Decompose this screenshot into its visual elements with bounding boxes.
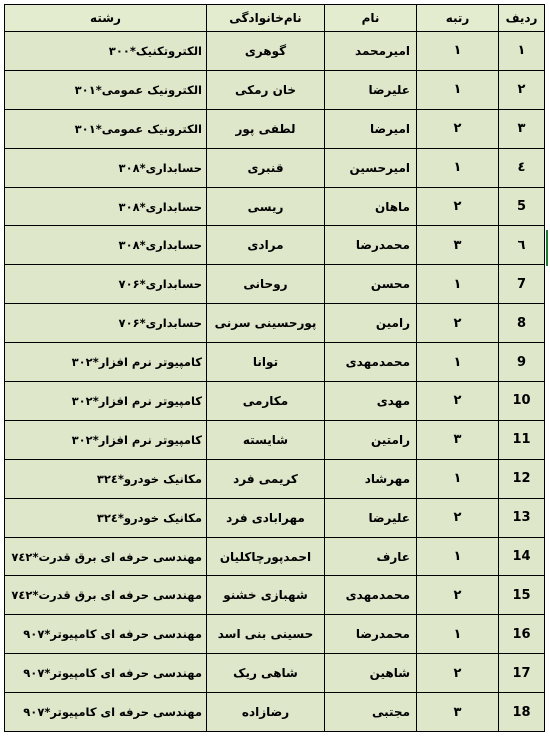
cell-index[interactable]: 18 (499, 693, 545, 732)
cell-index[interactable]: 7 (499, 265, 545, 304)
cell-index[interactable]: ٦ (499, 226, 545, 265)
cell-first-name[interactable]: امیرضا (325, 109, 417, 148)
table-row (5, 693, 545, 732)
cell-index[interactable]: ۳ (499, 109, 545, 148)
cell-last-name[interactable]: پورحسینی سرنی (207, 304, 325, 343)
cell-first-name[interactable]: شاهین (325, 654, 417, 693)
cell-first-name[interactable]: محمدمهدی (325, 343, 417, 382)
cell-index[interactable]: 14 (499, 537, 545, 576)
ranking-table (4, 4, 545, 732)
header-rank[interactable]: رتبه (417, 5, 499, 32)
cell-rank[interactable]: ۲ (417, 654, 499, 693)
cell-index[interactable]: ۱ (499, 32, 545, 71)
cell-last-name[interactable]: مهرابادی فرد (207, 498, 325, 537)
header-index[interactable]: ردیف (499, 5, 545, 32)
cell-first-name[interactable]: مهرشاد (325, 459, 417, 498)
cell-field[interactable]: کامپیوتر نرم افزار*۳۰۲ (5, 382, 207, 421)
cell-field[interactable]: مهندسی حرفه ای کامپیوتر*۹۰۷ (5, 615, 207, 654)
cell-first-name[interactable]: امیرمحمد (325, 32, 417, 71)
cell-last-name[interactable]: ریسی (207, 187, 325, 226)
cell-index[interactable]: 11 (499, 420, 545, 459)
cell-rank[interactable]: ۱ (417, 459, 499, 498)
cell-last-name[interactable]: شهبازی خشنو (207, 576, 325, 615)
cell-rank[interactable]: ۲ (417, 187, 499, 226)
cell-rank[interactable]: ۲ (417, 109, 499, 148)
cell-index[interactable]: ٤ (499, 148, 545, 187)
header-first-name[interactable]: نام (325, 5, 417, 32)
cell-index[interactable]: 12 (499, 459, 545, 498)
table-row (5, 187, 545, 226)
cell-index[interactable]: 17 (499, 654, 545, 693)
table-row (5, 70, 545, 109)
cell-first-name[interactable]: محمدرضا (325, 226, 417, 265)
cell-last-name[interactable]: کریمی فرد (207, 459, 325, 498)
table-row (5, 498, 545, 537)
cell-first-name[interactable]: علیرضا (325, 70, 417, 109)
cell-rank[interactable]: ۳ (417, 693, 499, 732)
cell-field[interactable]: حسابداری*۳۰۸ (5, 226, 207, 265)
cell-rank[interactable]: ۱ (417, 32, 499, 71)
cell-rank[interactable]: ۱ (417, 615, 499, 654)
table-row (5, 537, 545, 576)
cell-field[interactable]: حسابداری*۷۰۶ (5, 304, 207, 343)
cell-rank[interactable]: ۱ (417, 343, 499, 382)
table-row (5, 148, 545, 187)
cell-index[interactable]: 15 (499, 576, 545, 615)
cell-last-name[interactable]: روحانی (207, 265, 325, 304)
cell-field[interactable]: مهندسی حرفه ای کامپیوتر*۹۰۷ (5, 693, 207, 732)
table-row (5, 343, 545, 382)
cell-index[interactable]: 8 (499, 304, 545, 343)
cell-field[interactable]: حسابداری*۳۰۸ (5, 148, 207, 187)
cell-first-name[interactable]: مجتبی (325, 693, 417, 732)
header-field[interactable]: رشته (5, 5, 207, 32)
header-last-name[interactable]: نام‌خانوادگی (207, 5, 325, 32)
table-row (5, 654, 545, 693)
cell-rank[interactable]: ۳ (417, 226, 499, 265)
table-row (5, 265, 545, 304)
table-row (5, 304, 545, 343)
cell-last-name[interactable]: شایسته (207, 420, 325, 459)
cell-rank[interactable]: ۱ (417, 265, 499, 304)
table-row (5, 459, 545, 498)
table-row (5, 576, 545, 615)
cell-field[interactable]: الکترونیک عمومی*۳۰۱ (5, 109, 207, 148)
cell-first-name[interactable]: محمدرضا (325, 615, 417, 654)
cell-rank[interactable]: ۲ (417, 498, 499, 537)
cell-index[interactable]: 13 (499, 498, 545, 537)
cell-index[interactable]: ۲ (499, 70, 545, 109)
cell-rank[interactable]: ۱ (417, 537, 499, 576)
cell-index[interactable]: 10 (499, 382, 545, 421)
cell-field[interactable]: الکتروتکنیک*۳۰۰ (5, 32, 207, 71)
cell-first-name[interactable]: محمدمهدی (325, 576, 417, 615)
cell-field[interactable]: کامپیوتر نرم افزار*۳۰۲ (5, 343, 207, 382)
cell-field[interactable]: حسابداری*۳۰۸ (5, 187, 207, 226)
cell-last-name[interactable]: احمدپورچاکلیان (207, 537, 325, 576)
cell-last-name[interactable]: شاهی ریک (207, 654, 325, 693)
cell-last-name[interactable]: لطفی پور (207, 109, 325, 148)
cell-rank[interactable]: ۱ (417, 70, 499, 109)
cell-last-name[interactable]: گوهری (207, 32, 325, 71)
cell-rank[interactable]: ۲ (417, 576, 499, 615)
cell-field[interactable]: حسابداری*۷۰۶ (5, 265, 207, 304)
cell-field[interactable]: مهندسی حرفه ای برق قدرت*۷٤۲ (5, 576, 207, 615)
cell-first-name[interactable]: رامتین (325, 420, 417, 459)
table-body (5, 32, 545, 732)
cell-last-name[interactable]: خان رمکی (207, 70, 325, 109)
table-row (5, 32, 545, 71)
cell-first-name[interactable]: امیرحسین (325, 148, 417, 187)
cell-first-name[interactable]: رامین (325, 304, 417, 343)
cell-last-name[interactable]: حسینی بنی اسد (207, 615, 325, 654)
cell-index[interactable]: 16 (499, 615, 545, 654)
cell-first-name[interactable]: محسن (325, 265, 417, 304)
cell-first-name[interactable]: مهدی (325, 382, 417, 421)
cell-first-name[interactable]: ماهان (325, 187, 417, 226)
cell-first-name[interactable]: علیرضا (325, 498, 417, 537)
table-row (5, 382, 545, 421)
cell-first-name[interactable]: عارف (325, 537, 417, 576)
cell-field[interactable]: الکترونیک عمومی*۳۰۱ (5, 70, 207, 109)
cell-last-name[interactable]: قنبری (207, 148, 325, 187)
cell-field[interactable]: مهندسی حرفه ای برق قدرت*۷٤۲ (5, 537, 207, 576)
cell-rank[interactable]: ۲ (417, 304, 499, 343)
cell-rank[interactable]: ۱ (417, 148, 499, 187)
cell-last-name[interactable]: توانا (207, 343, 325, 382)
cell-last-name[interactable]: رضازاده (207, 693, 325, 732)
cell-field[interactable]: مهندسی حرفه ای کامپیوتر*۹۰۷ (5, 654, 207, 693)
cell-index[interactable]: 9 (499, 343, 545, 382)
cell-field[interactable]: مکانیک خودرو*۳۲٤ (5, 459, 207, 498)
cell-rank[interactable]: ۲ (417, 382, 499, 421)
cell-rank[interactable]: ۳ (417, 420, 499, 459)
table-row (5, 615, 545, 654)
cell-last-name[interactable]: مرادی (207, 226, 325, 265)
table-row (5, 226, 545, 265)
cell-last-name[interactable]: مکارمی (207, 382, 325, 421)
table-row (5, 109, 545, 148)
table-row (5, 420, 545, 459)
cell-index[interactable]: 5 (499, 187, 545, 226)
selected-cell-edge (546, 230, 548, 266)
table-header-row (5, 5, 545, 32)
cell-field[interactable]: مکانیک خودرو*۳۲٤ (5, 498, 207, 537)
cell-field[interactable]: کامپیوتر نرم افزار*۳۰۲ (5, 420, 207, 459)
